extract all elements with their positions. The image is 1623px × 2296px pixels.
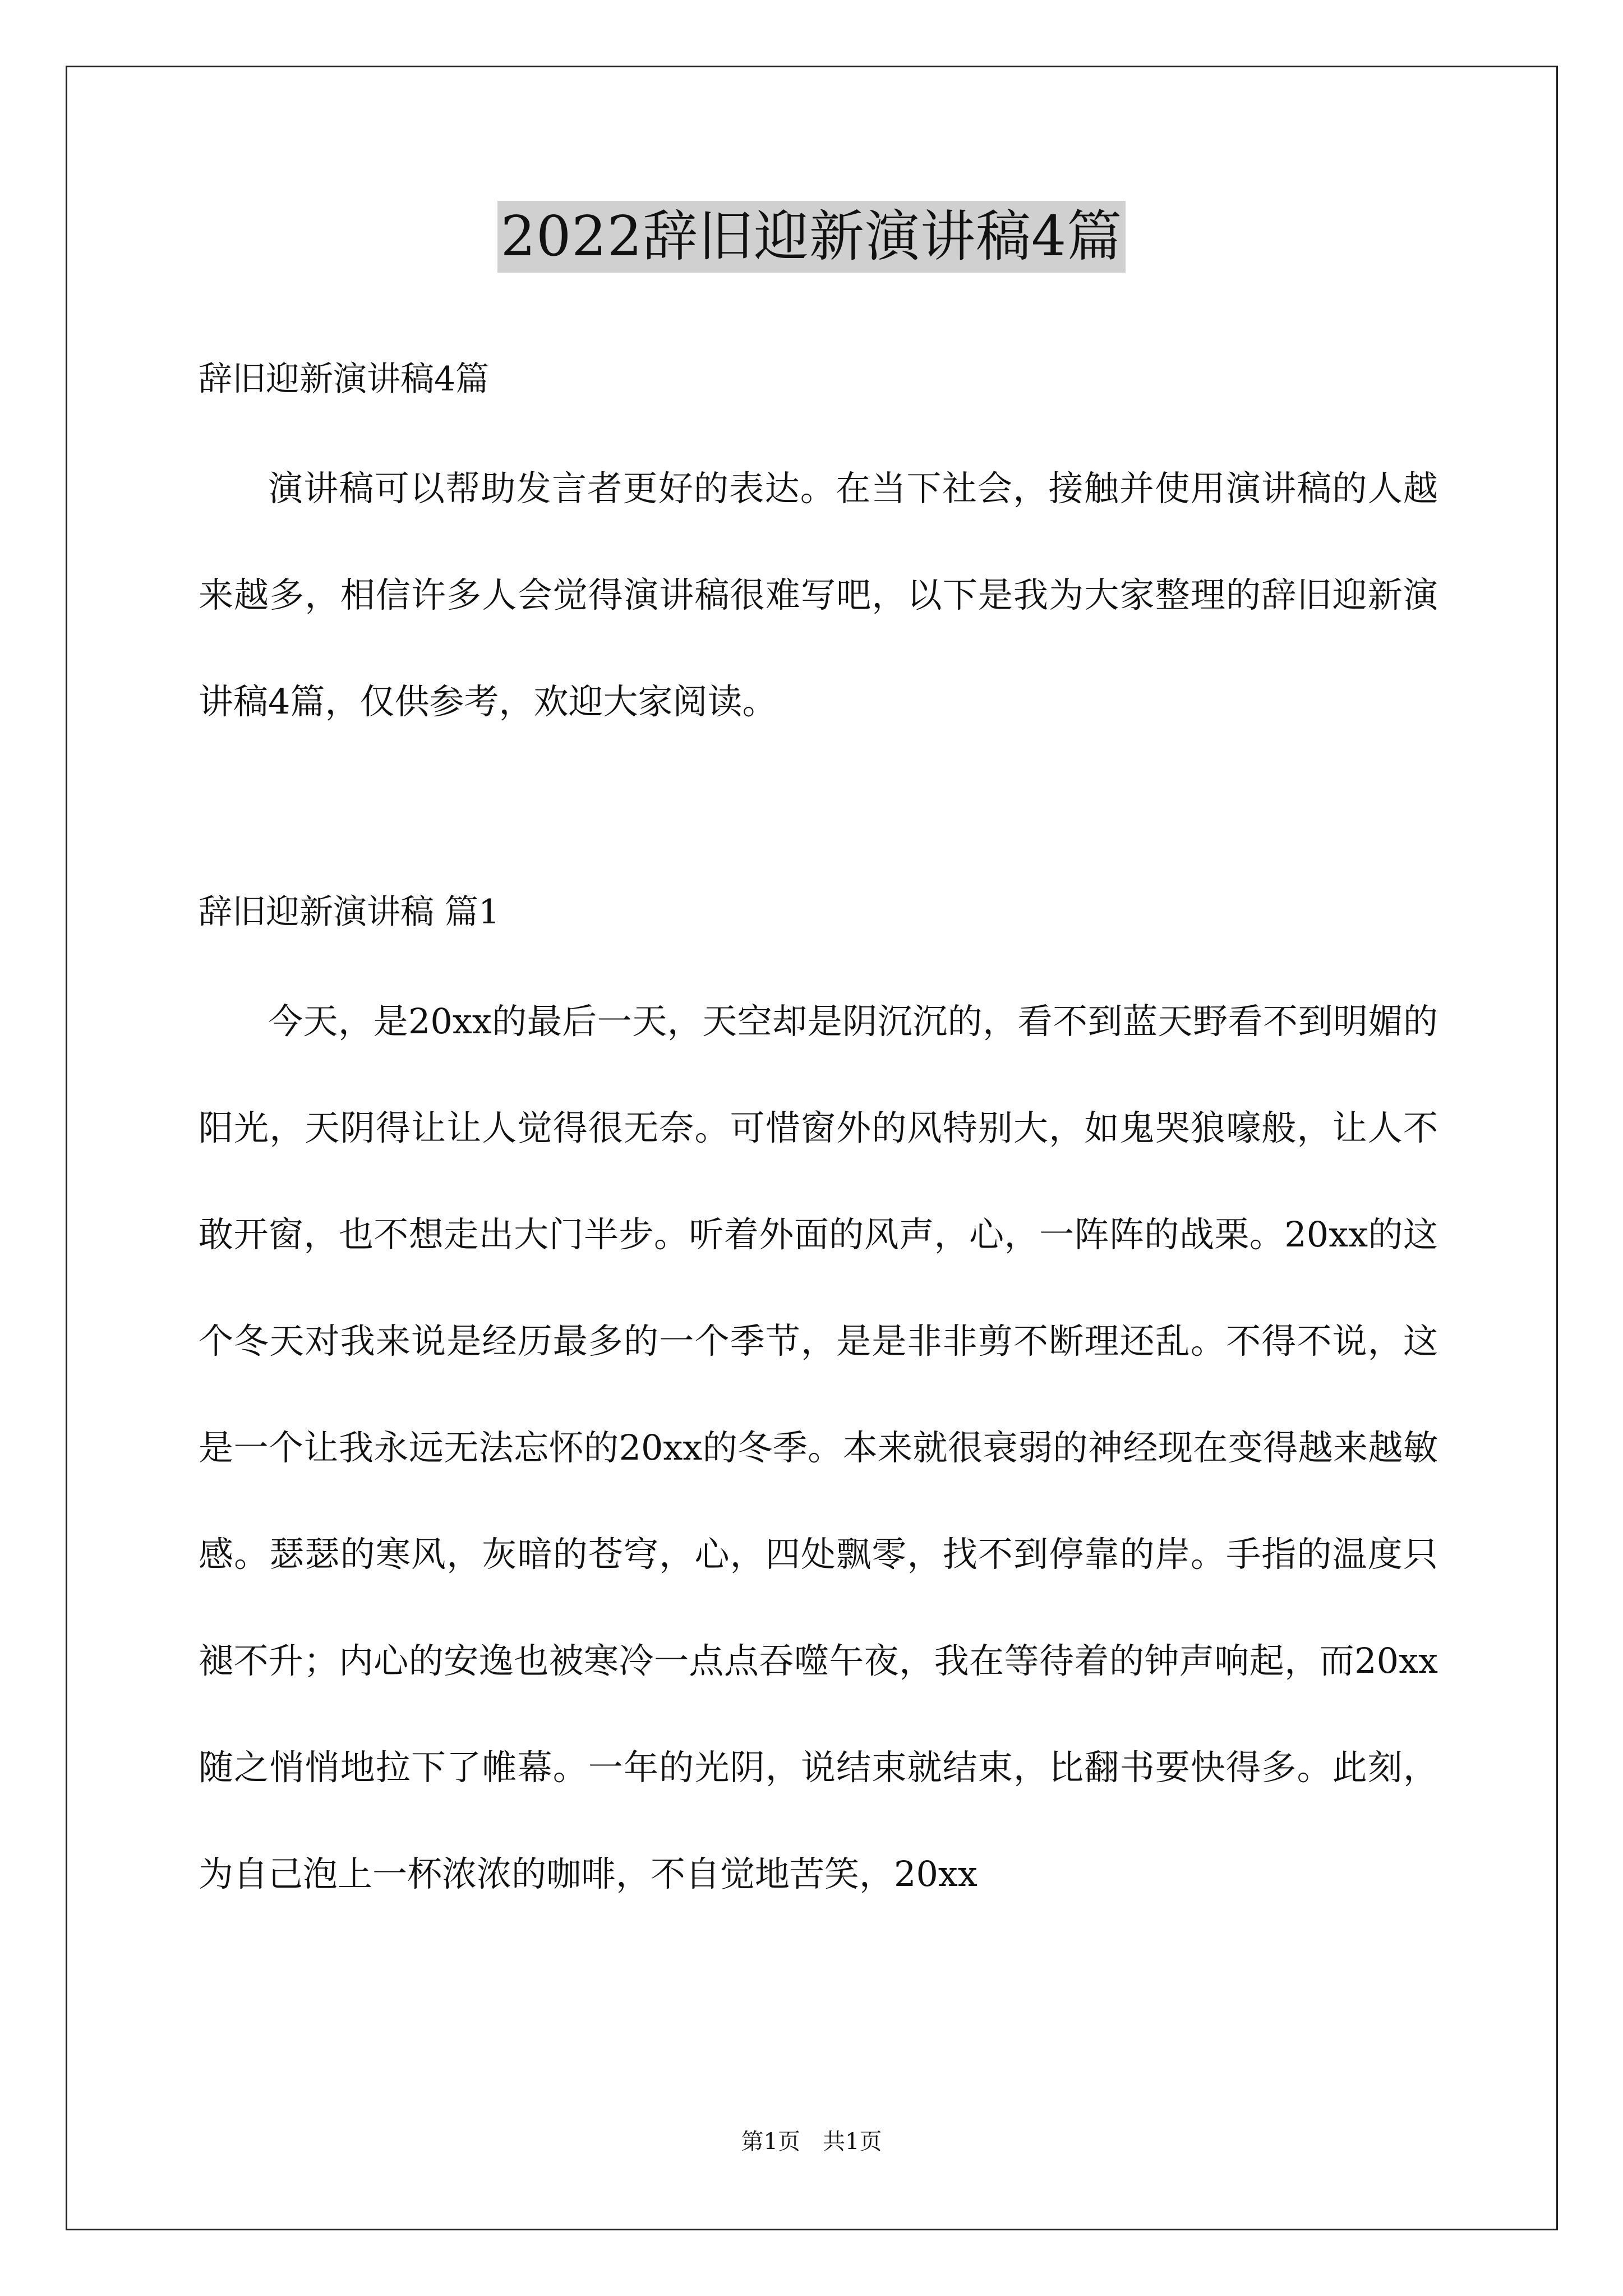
- document-subtitle: 辞旧迎新演讲稿4篇: [199, 360, 490, 399]
- document-title: 2022辞旧迎新演讲稿4篇: [497, 201, 1126, 273]
- section-heading: 辞旧迎新演讲稿 篇1: [199, 892, 500, 932]
- page-footer: 第1页 共1页: [741, 2129, 882, 2155]
- title-container: [0, 201, 1623, 273]
- section-paragraph: 今天，是20xx的最后一天，天空却是阴沉沉的，看不到蓝天野看不到明媚的阳光，天阴得让让人觉得很无奈。可惜窗外的风特别大，如鬼哭狼嚎般，让人不敢开窗，也不想走出大门半步。听着外面的风声，心，一阵阵的战栗。20xx的这个冬天对我来说是经历最多的一个季节，是是非非剪不断理还乱。不得不说，这是一个让我永远无法忘怀的20xx的冬季。本来就很衰弱的神经现在变得越来越敏感。瑟瑟的寒风，灰暗的苍穹，心，四处飘零，找不到停靠的岸。手指的温度只褪不升；内心的安逸也被寒冷一点点吞噬午夜，我在等待着的钟声响起，而20xx随之悄悄地拉下了帷幕。一年的光阴，说结束就结束，比翻书要快得多。此刻，为自己泡上一杯浓浓的咖啡，不自觉地苦笑，20xx: [199, 1001, 1438, 1894]
- intro-paragraph: 演讲稿可以帮助发言者更好的表达。在当下社会，接触并使用演讲稿的人越来越多，相信许多人会觉得演讲稿很难写吧，以下是我为大家整理的辞旧迎新演讲稿4篇，仅供参考，欢迎大家阅读。: [199, 468, 1438, 722]
